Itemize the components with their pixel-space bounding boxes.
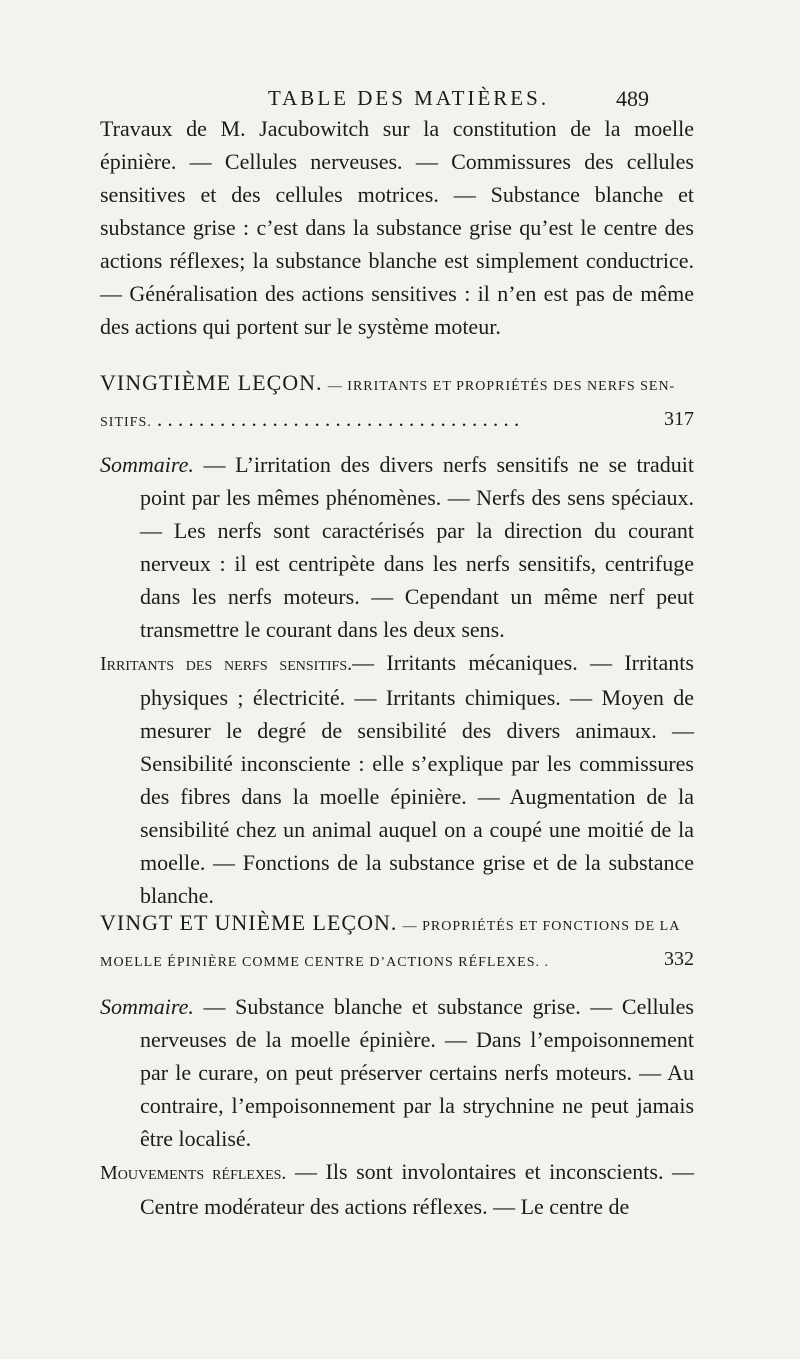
lesson-21-subtitle-cont: MOELLE ÉPINIÈRE COMME CENTRE D’ACTIONS RÉFLEXES. .: [100, 955, 549, 970]
lesson-21-title-line: [100, 906, 694, 943]
lesson-21-section-text: — Ils sont involontaires et inconscients. — Centre modérateur des actions réflexes. — Le centre de: [140, 1159, 695, 1219]
lesson-20-page: 317: [664, 408, 694, 430]
lesson-20-body: [100, 448, 694, 912]
lesson-21-section-label: Mouvements réflexes.: [100, 1162, 287, 1184]
lesson-20-title-line-2: [100, 403, 694, 439]
lesson-21-title-line-2: [100, 943, 694, 979]
lesson-21-section: [100, 1155, 694, 1223]
lesson-20-section-text: — Irritants mécaniques. — Irritants physiques ; électricité. — Irritants chimiques. — Moyen de mesurer le degré de sensibilité des divers animaux. — Sensibilité inconsciente : elle s’explique par les commissures des fibres dans la moelle épinière. — Augmentation de la sensibilité chez un animal auquel on a coupé une moitié de la moelle. — Fonctions de la substance grise et de la substance blanche.: [140, 650, 694, 908]
lesson-20-section: [100, 646, 694, 912]
lesson-20-subtitle-cont: SITIFS.: [100, 415, 152, 430]
lesson-20-summary-label: Sommaire.: [100, 452, 194, 477]
lesson-21-summary-label: Sommaire.: [100, 994, 194, 1019]
lesson-21-page: 332: [664, 948, 694, 970]
lesson-21-body: [100, 990, 694, 1223]
running-title: TABLE DES MATIÈRES.: [268, 86, 550, 110]
lesson-21-summary-text: — Substance blanche et substance grise. — Cellules nerveuses de la moelle épinière. — Dans l’empoisonnement par le curare, on peut préserver certains nerfs moteurs. — Au contraire, l’empoisonnement par la strychnine ne peut jamais être localisé.: [140, 994, 694, 1151]
intro-paragraph: Travaux de M. Jacubowitch sur la constitution de la moelle épinière. — Cellules nerveuses. — Commissures des cellules sensitives et des cellules motrices. — Substance blanche et substance grise : c’est dans la substance grise qu’est le centre des actions réflexes; la substance blanche est simplement conductrice. — Généralisation des actions sensitives : il n’en est pas de même des actions qui portent sur le système moteur.: [100, 116, 694, 339]
page-number: 489: [616, 86, 649, 111]
intro-paragraph-block: [100, 112, 694, 343]
lesson-20-summary: [100, 448, 694, 646]
lesson-21-heading: [100, 906, 694, 979]
lesson-21-title: VINGT ET UNIÈME LEÇON.: [100, 910, 398, 935]
lesson-21-subtitle: — PROPRIÉTÉS ET FONCTIONS DE LA: [402, 919, 681, 934]
lesson-20-title-line: [100, 366, 694, 403]
lesson-20-leader: . . . . . . . . . . . . . . . . . . . . . . . . . . . . . . . . . . .: [151, 407, 520, 431]
lesson-20-subtitle: — IRRITANTS ET PROPRIÉTÉS DES NERFS SEN-: [327, 379, 676, 394]
lesson-20-section-label: Irritants des nerfs sensitifs.: [100, 653, 353, 675]
lesson-20-title: VINGTIÈME LEÇON.: [100, 370, 323, 395]
lesson-20-summary-text: — L’irritation des divers nerfs sensitifs ne se traduit point par les mêmes phénomènes. — Nerfs des sens spéciaux. — Les nerfs sont caractérisés par la direction du courant nerveux : il est centripète dans les nerfs sensitifs, centrifuge dans les nerfs moteurs. — Cependant un même nerf peut transmettre le courant dans les deux sens.: [140, 452, 694, 642]
lesson-20-heading: [100, 366, 694, 439]
lesson-21-summary: [100, 990, 694, 1155]
